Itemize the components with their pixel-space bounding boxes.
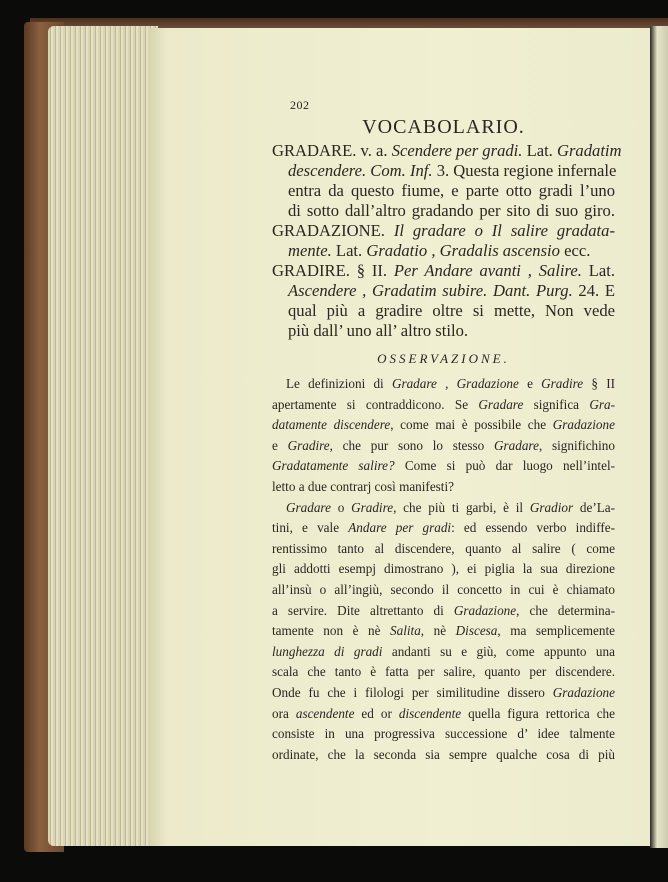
text-segment: datamente discendere bbox=[272, 417, 391, 433]
running-title: VOCABOLARIO. bbox=[362, 116, 525, 138]
text-segment: Per Andare avanti , Salire. bbox=[393, 261, 582, 280]
text-segment: Gradare bbox=[286, 499, 331, 515]
text-line bbox=[272, 683, 615, 704]
text-segment: di sotto dall’altro gradando per sito di suo giro. bbox=[288, 201, 615, 220]
text-segment: : ed essendo verbo indiffe- bbox=[451, 520, 615, 536]
text-line bbox=[272, 321, 615, 341]
text-segment: , significhino bbox=[538, 437, 615, 453]
text-segment: gli addotti esempj dimostrano ), ei piglia la sua direzione bbox=[272, 561, 615, 577]
text-segment: GRADARE. bbox=[272, 141, 361, 160]
page-number: 202 bbox=[290, 98, 310, 112]
text-line bbox=[272, 181, 615, 201]
text-segment: Come si può dar luogo nell’intel- bbox=[394, 458, 616, 474]
text-segment: Gradire bbox=[541, 376, 584, 391]
text-segment: consiste in una progressiva successione d’ idee talmente bbox=[272, 726, 615, 742]
text-segment: letto a due contrarj così manifesti? bbox=[272, 478, 454, 494]
text-segment: lunghezza di gradi bbox=[272, 643, 383, 659]
text-segment: , che determina- bbox=[516, 602, 615, 618]
text-line bbox=[272, 745, 615, 766]
text-segment: Gradazione bbox=[453, 602, 517, 618]
text-line bbox=[272, 436, 615, 457]
text-segment: Gra- bbox=[589, 396, 615, 412]
text-line bbox=[272, 281, 615, 301]
text-segment: v. a. bbox=[360, 141, 392, 160]
text-line bbox=[272, 395, 615, 416]
text-segment: discendente bbox=[398, 705, 462, 721]
text-segment: , che più ti garbi, è il bbox=[393, 499, 530, 515]
text-segment: , nè bbox=[420, 623, 456, 639]
text-segment: Ascendere , Gradatim subire. Dant. Purg. bbox=[288, 281, 573, 300]
text-segment: 3. Questa regione infernale bbox=[432, 161, 617, 180]
text-segment: scala che tanto è fatta per salire, quanto per discendere. bbox=[272, 664, 615, 680]
text-segment: , ma semplicemente bbox=[497, 623, 615, 639]
page-edges bbox=[48, 26, 158, 846]
text-segment: Gradare , Gradazione bbox=[391, 376, 519, 391]
text-segment: Lat. bbox=[581, 261, 615, 280]
observation-text bbox=[272, 374, 615, 765]
text-segment: Gradare bbox=[494, 437, 539, 453]
text-segment: Gradire bbox=[287, 437, 330, 453]
text-segment: Andare per gradi bbox=[348, 520, 452, 536]
text-segment: Discesa bbox=[455, 623, 498, 639]
text-segment: 24. E bbox=[572, 281, 615, 300]
text-segment: rentissimo tanto al discendere, quanto al salire ( come bbox=[272, 540, 615, 556]
text-segment: ascendente bbox=[295, 705, 355, 721]
text-line bbox=[272, 559, 615, 580]
text-segment: andanti su e giù, come appunto una bbox=[382, 643, 615, 659]
text-segment: ed or bbox=[354, 705, 399, 721]
text-segment: o bbox=[330, 499, 352, 515]
text-segment: Gradatim bbox=[556, 141, 622, 160]
text-segment: Onde fu che i filologi per similitudine dissero bbox=[272, 684, 553, 700]
text-segment: Il gradare o Il salire gradata- bbox=[393, 221, 615, 240]
text-line bbox=[272, 580, 615, 601]
text-line bbox=[272, 374, 615, 395]
text-line bbox=[272, 724, 615, 745]
text-line bbox=[272, 662, 615, 683]
text-segment: ordinate, che la seconda sia sempre qualche cosa di più bbox=[272, 746, 615, 762]
page-right-edge bbox=[650, 26, 668, 848]
text-segment: Scendere per gradi. bbox=[391, 141, 523, 160]
text-line bbox=[272, 477, 615, 498]
text-line bbox=[272, 518, 615, 539]
text-segment: GRADAZIONE. bbox=[272, 221, 394, 240]
text-line bbox=[272, 621, 615, 642]
dictionary-entries bbox=[272, 141, 622, 341]
text-segment: Gradior bbox=[529, 499, 574, 515]
text-segment: Gradire bbox=[351, 499, 394, 515]
text-line bbox=[272, 456, 615, 477]
text-segment: Gradazione bbox=[552, 417, 615, 433]
text-line bbox=[272, 415, 615, 436]
text-line bbox=[272, 161, 615, 181]
text-segment: Le definizioni di bbox=[286, 376, 392, 391]
text-line bbox=[272, 301, 615, 321]
text-segment: GRADIRE. § II. bbox=[272, 261, 394, 280]
text-segment: entra da questo fiume, e parte otto gradi l’uno bbox=[288, 181, 615, 200]
text-line bbox=[272, 601, 615, 622]
text-segment: mente. bbox=[288, 241, 332, 260]
text-segment: Salita bbox=[390, 623, 421, 639]
text-segment: ecc. bbox=[559, 241, 591, 260]
text-line bbox=[272, 704, 615, 725]
text-segment: quella figura rettorica che bbox=[461, 705, 615, 721]
section-heading: OSSERVAZIONE. bbox=[377, 351, 510, 366]
text-segment: e bbox=[272, 437, 288, 453]
text-segment: più dall’ uno all’ altro stilo. bbox=[288, 321, 469, 340]
text-line bbox=[272, 642, 615, 663]
text-segment: , come mai è possibile che bbox=[390, 417, 553, 433]
text-line bbox=[272, 241, 615, 261]
text-segment: § II bbox=[583, 376, 615, 391]
text-segment: a servire. Dite altrettanto di bbox=[272, 602, 454, 618]
text-segment: Lat. bbox=[522, 141, 557, 160]
text-line bbox=[272, 261, 615, 281]
text-line bbox=[272, 221, 615, 241]
text-segment: Gradare bbox=[478, 396, 524, 412]
text-segment: Gradazione bbox=[552, 684, 615, 700]
text-line bbox=[272, 201, 615, 221]
text-segment: all’insù o all’ingiù, secondo il concetto in cui è chiamato bbox=[272, 581, 615, 597]
text-segment: significa bbox=[523, 396, 590, 412]
text-segment: apertamente si contraddicono. Se bbox=[272, 396, 479, 412]
text-segment: tini, e vale bbox=[272, 520, 349, 536]
text-line bbox=[272, 539, 615, 560]
text-segment: qual più a gradire oltre si mette, Non vede bbox=[288, 301, 615, 320]
text-segment: tamente non è nè bbox=[272, 623, 391, 639]
text-line bbox=[272, 141, 622, 161]
text-line bbox=[272, 498, 615, 519]
text-segment: ora bbox=[272, 705, 296, 721]
text-segment: e bbox=[518, 376, 542, 391]
text-segment: , che pur sono lo stesso bbox=[329, 437, 494, 453]
text-segment: descendere. Com. Inf. bbox=[288, 161, 433, 180]
text-segment: Gradatamente salire? bbox=[272, 458, 395, 474]
text-segment: de’La- bbox=[573, 499, 616, 515]
text-segment: Gradatio , Gradalis ascensio bbox=[366, 241, 560, 260]
text-segment: Lat. bbox=[331, 241, 367, 260]
